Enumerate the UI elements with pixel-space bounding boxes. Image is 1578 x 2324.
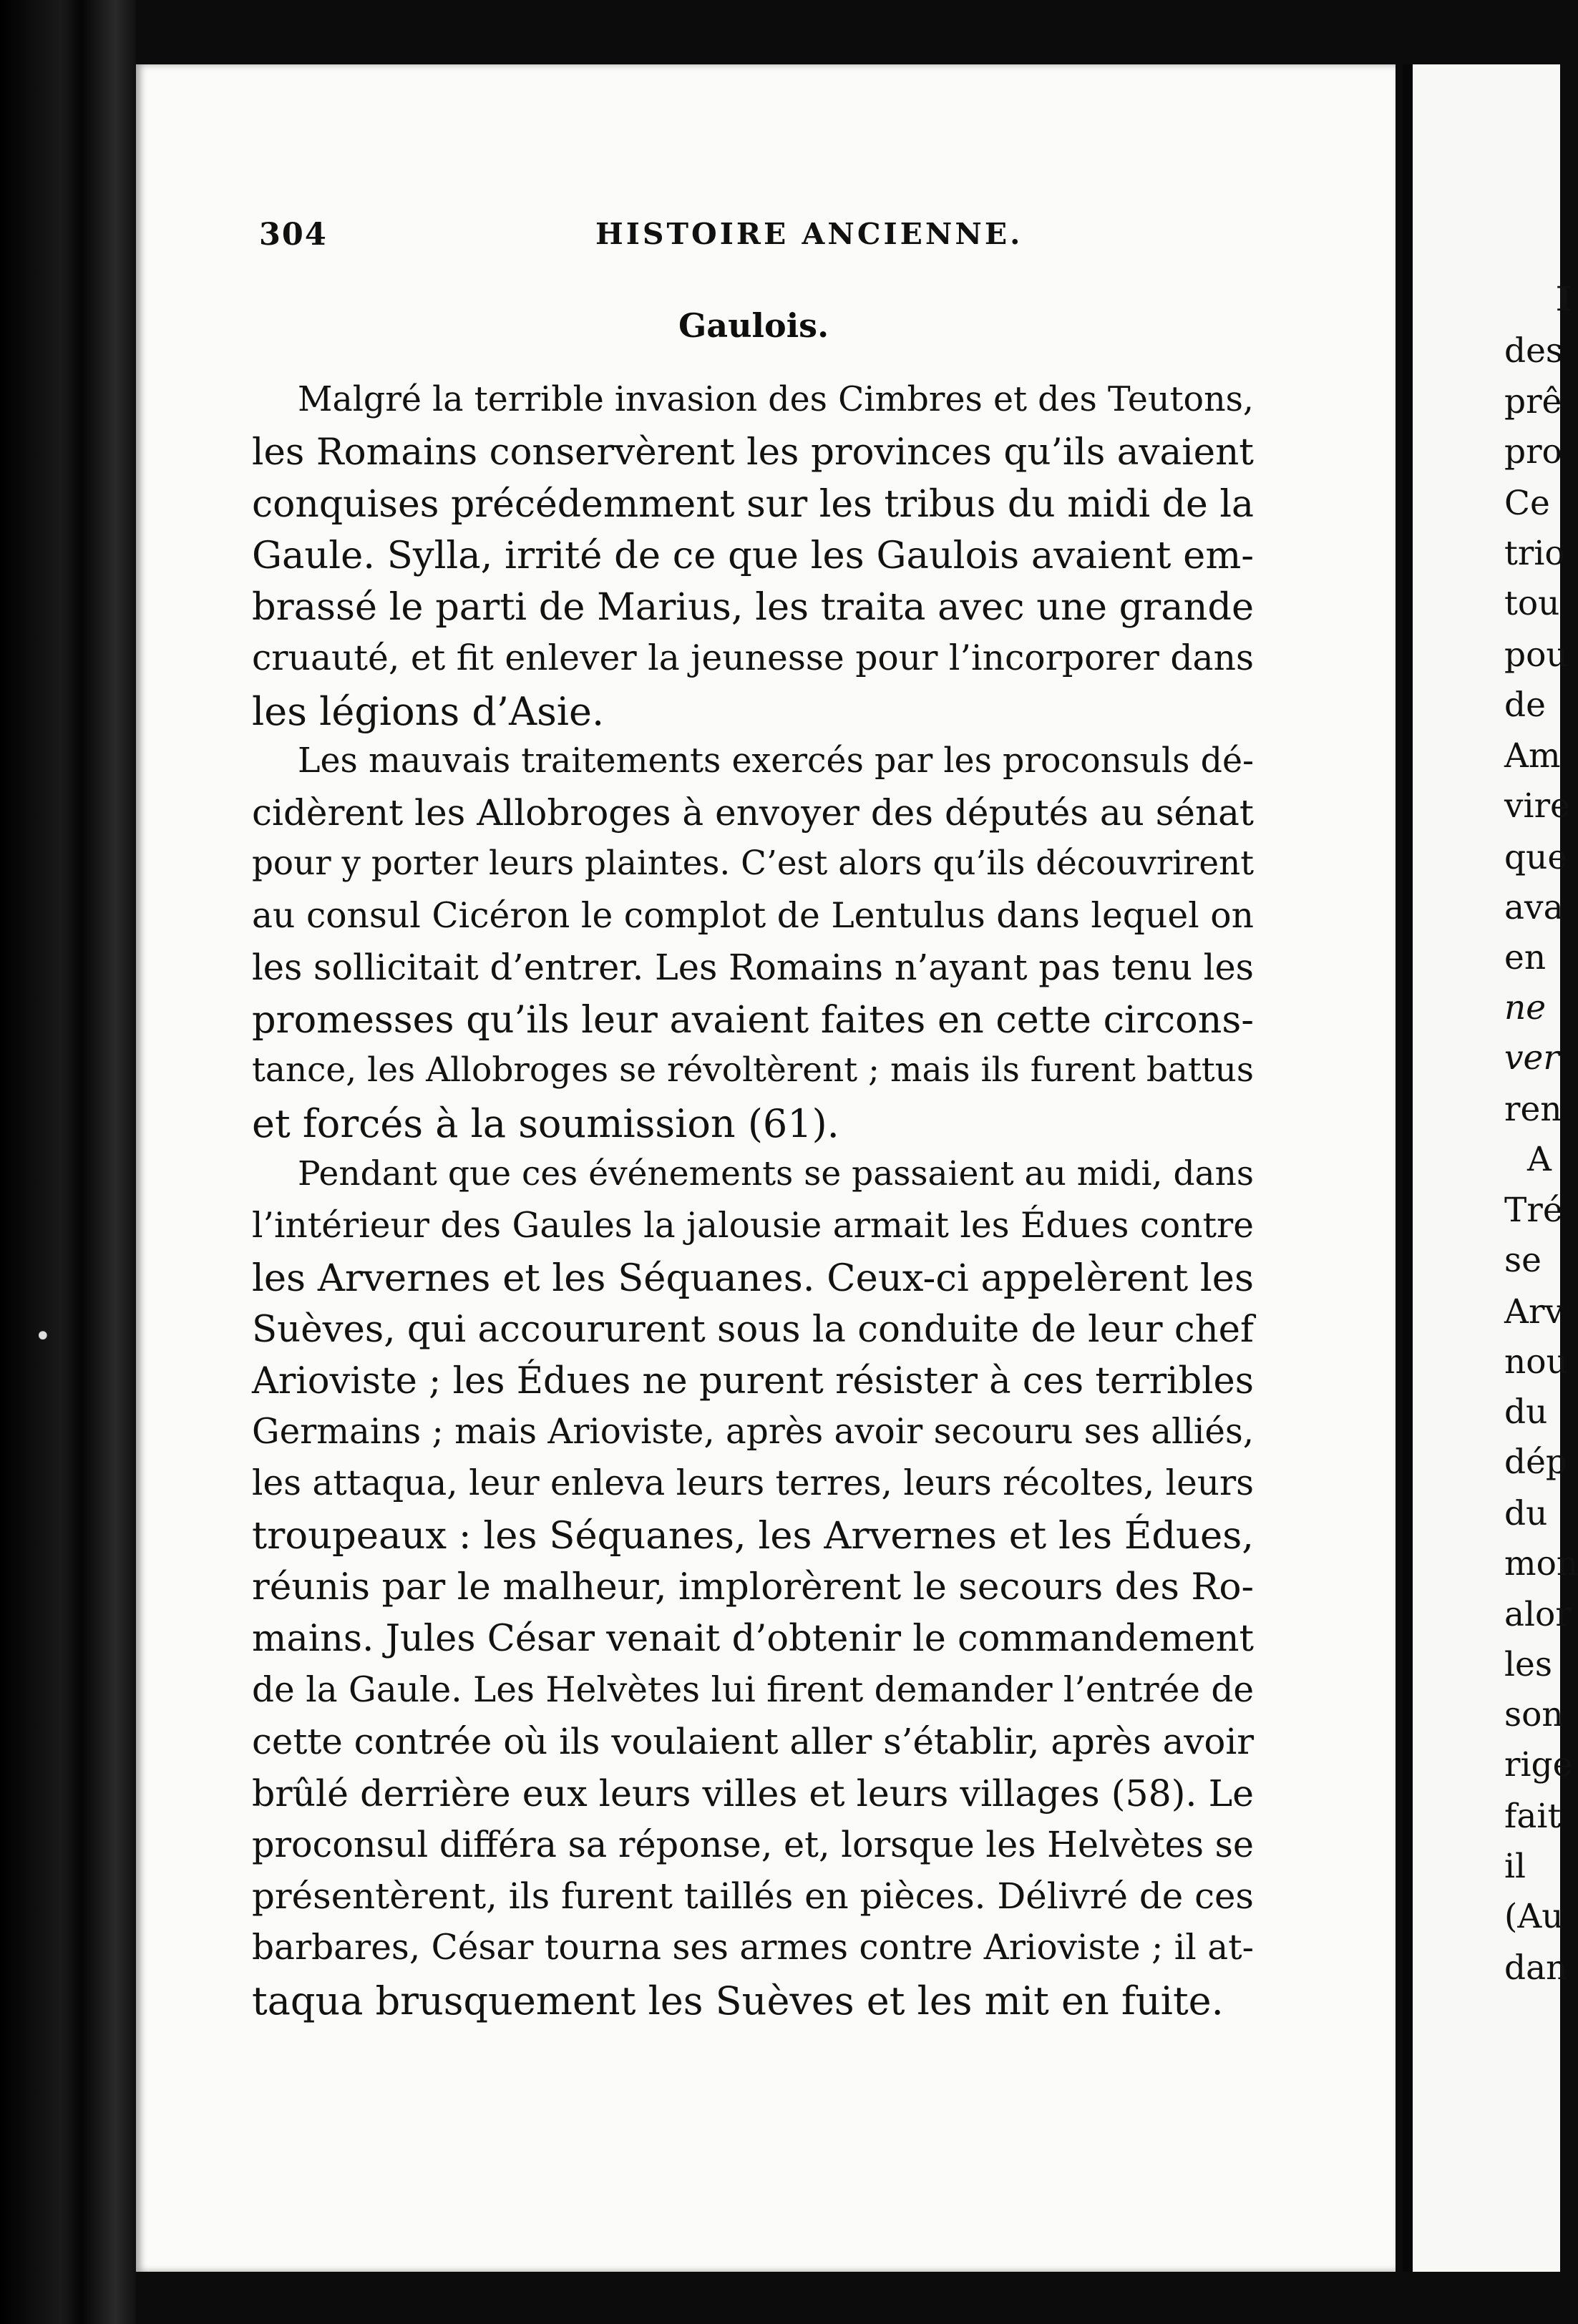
running-title: HISTOIRE ANCIENNE.: [595, 217, 1023, 251]
text-line: Suèves, qui accoururent sous la conduite de leur chef: [252, 1307, 1254, 1351]
facing-page-fragment: ne: [1504, 988, 1547, 1027]
facing-page-fragment: ava: [1504, 888, 1564, 927]
text-line: Arioviste ; les Édues ne purent résister à ces terribles: [252, 1359, 1254, 1402]
facing-page-fragment: mon: [1504, 1544, 1578, 1583]
text-line: cidèrent les Allobroges à envoyer des députés au sénat: [252, 791, 1254, 834]
text-line: brassé le parti de Marius, les traita avec une grande: [252, 585, 1255, 630]
text-line: conquises précédemment sur les tribus du midi de la: [252, 483, 1254, 527]
text-line: brûlé derrière eux leurs villes et leurs villages (58). Le: [252, 1772, 1254, 1815]
running-head: [259, 217, 1261, 260]
text-line: cruauté, et fit enlever la jeunesse pour l’incorporer dans: [252, 638, 1254, 678]
book-binding: [0, 0, 136, 2324]
facing-page-fragment: son: [1504, 1695, 1564, 1734]
facing-page-fragment: ver: [1504, 1038, 1559, 1078]
facing-page-fragment: fait: [1504, 1797, 1562, 1836]
text-line: mains. Jules César venait d’obtenir le commandement: [252, 1618, 1254, 1661]
text-line: les Romains conservèrent les provinces qu’ils avaient: [252, 431, 1254, 474]
facing-page-fragment: que: [1504, 838, 1568, 877]
text-line: présentèrent, ils furent taillés en pièces. Délivré de ces: [252, 1875, 1254, 1917]
facing-page-fragment: dép: [1504, 1442, 1567, 1482]
facing-page-fragment: A: [1527, 1140, 1552, 1179]
facing-page-fragment: rige: [1504, 1745, 1573, 1784]
facing-page-fragment: Tré: [1504, 1191, 1563, 1230]
page-number: 304: [259, 217, 328, 253]
facing-page-fragment: trio: [1504, 534, 1565, 573]
facing-page-fragment: vire: [1504, 786, 1570, 826]
text-line: tance, les Allobroges se révoltèrent ; mais ils furent battus: [252, 1050, 1254, 1090]
facing-page-fragment: Ce: [1504, 484, 1550, 523]
facing-page-fragment: en: [1504, 938, 1547, 977]
facing-page: [1403, 64, 1578, 2272]
text-line: les légions d’Asie.: [252, 688, 605, 734]
text-line: Malgré la terrible invasion des Cimbres et des Teutons,: [298, 380, 1254, 419]
text-line: troupeaux : les Séquanes, les Arvernes et les Édues,: [252, 1514, 1254, 1558]
facing-page-fragment: I: [1556, 280, 1572, 319]
text-line: Pendant que ces événements se passaient au midi, dans: [298, 1153, 1254, 1193]
facing-page-fragment: les: [1504, 1645, 1552, 1684]
facing-page-fragment: pou: [1504, 635, 1568, 675]
text-line: les Arvernes et les Séquanes. Ceux-ci appelèrent les: [252, 1256, 1254, 1300]
text-line: Germains ; mais Arioviste, après avoir secouru ses alliés,: [252, 1412, 1255, 1452]
text-line: Gaule. Sylla, irrité de ce que les Gaulois avaient em-: [252, 534, 1254, 578]
facing-page-fragment: tou: [1504, 584, 1560, 623]
facing-page-fragment: Arv: [1504, 1292, 1564, 1332]
facing-page-fragment: il: [1504, 1847, 1526, 1886]
facing-page-fragment: pro: [1504, 432, 1562, 472]
facing-page-fragment: (Au: [1504, 1897, 1564, 1936]
text-line: les attaqua, leur enleva leurs terres, leurs récoltes, leurs: [252, 1463, 1255, 1504]
text-line: promesses qu’ils leur avaient faites en cette circons-: [252, 998, 1254, 1043]
facing-page-fragment: du: [1504, 1494, 1548, 1533]
text-line: les sollicitait d’entrer. Les Romains n’ayant pas tenu les: [252, 947, 1254, 989]
facing-page-fragment: nou: [1504, 1342, 1568, 1382]
facing-page-fragment: prê: [1504, 382, 1562, 421]
text-line: taqua brusquement les Suèves et les mit en fuite.: [252, 1978, 1224, 2024]
facing-page-fragment: du: [1504, 1392, 1548, 1432]
text-line: barbares, César tourna ses armes contre Arioviste ; il at-: [252, 1928, 1254, 1968]
text-line: cette contrée où ils voulaient aller s’établir, après avoir: [252, 1720, 1255, 1762]
facing-page-fragment: Am: [1504, 736, 1561, 776]
gutter-mark: •: [34, 1320, 52, 1353]
text-line: et forcés à la soumission (61).: [252, 1101, 839, 1147]
section-title: Gaulois.: [678, 306, 829, 345]
text-line: Les mauvais traitements exercés par les proconsuls dé-: [298, 741, 1254, 781]
facing-page-fragment: dan: [1504, 1948, 1568, 1988]
text-line: réunis par le malheur, implorèrent le secours des Ro-: [252, 1566, 1254, 1609]
facing-page-fragment: alor: [1504, 1595, 1572, 1634]
facing-page-fragment: des: [1504, 331, 1564, 371]
text-line: pour y porter leurs plaintes. C’est alors qu’ils découvrirent: [252, 844, 1254, 883]
text-line: de la Gaule. Les Helvètes lui firent demander l’entrée de: [252, 1669, 1255, 1710]
text-line: proconsul différa sa réponse, et, lorsque les Helvètes se: [252, 1823, 1254, 1865]
facing-page-fragment: se: [1504, 1241, 1542, 1280]
facing-page-fragment: de: [1504, 685, 1546, 725]
text-line: au consul Cicéron le complot de Lentulus dans lequel on: [252, 896, 1254, 936]
text-line: l’intérieur des Gaules la jalousie armait les Édues contre: [252, 1205, 1254, 1246]
facing-page-fragment: ren: [1504, 1090, 1562, 1129]
